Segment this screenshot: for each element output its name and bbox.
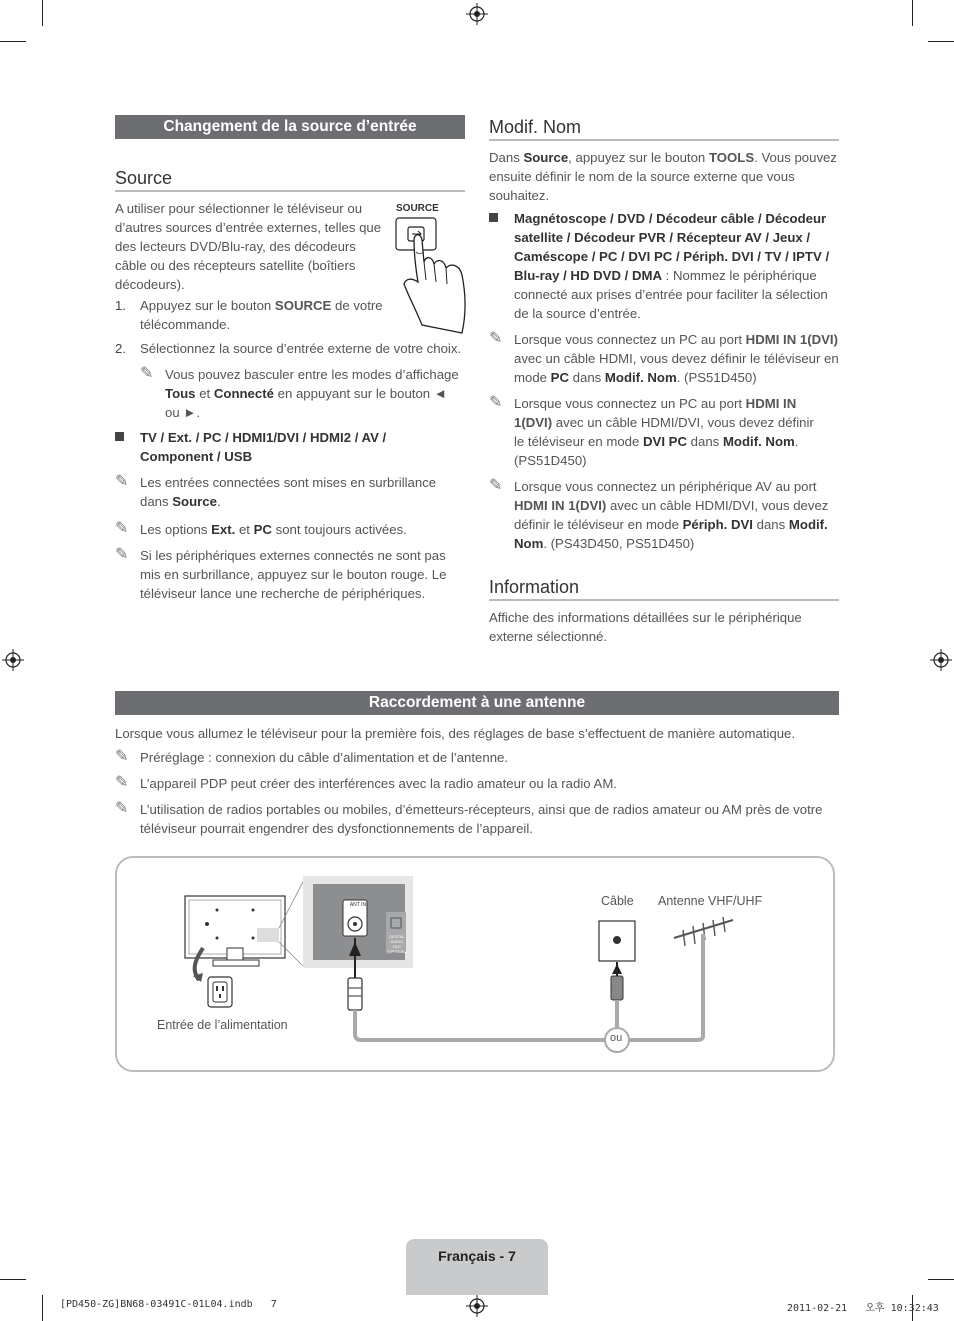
modif-text-a: Dans (489, 150, 524, 165)
crop-mark (928, 1279, 954, 1280)
file-info: [PD450-ZG]BN68-03491C-01L04.indb 7 (60, 1299, 277, 1310)
note-mode-button: en appuyant sur le bouton ◄ (273, 386, 447, 401)
note-red-button (115, 546, 465, 603)
crop-mark (0, 41, 26, 42)
note1-end: . (216, 494, 221, 509)
note-icon: ✎ (115, 748, 129, 765)
antenna-diagram (115, 856, 835, 1072)
note-av-e: dans (752, 517, 789, 532)
antenna-note-1 (115, 748, 839, 767)
step-1-text-end: de votre télécommande. (140, 298, 383, 332)
note-av-dvi (489, 477, 839, 553)
note-mode-text: Vous pouvez basculer entre les modes d’affichage (165, 367, 459, 382)
note-options (115, 520, 465, 539)
ant-in-label: ANT IN (349, 902, 367, 908)
or-label: ou (610, 1032, 623, 1044)
crop-mark (0, 1279, 26, 1280)
note-av-a: Lorsque vous connectez un périphérique AV au port (514, 479, 817, 494)
note-icon: ✎ (115, 546, 129, 563)
step-2-number: 2. (115, 341, 126, 356)
registration-mark-icon (2, 649, 24, 671)
note-display-mode (140, 365, 465, 422)
step-1-text: Appuyez sur le bouton (140, 298, 275, 313)
note-icon: ✎ (140, 365, 154, 382)
note-pc-a: Lorsque vous connectez un PC au port (514, 332, 746, 347)
note-icon: ✎ (115, 473, 129, 490)
page-label: Français - 7 (438, 1248, 516, 1264)
note-mode-end: ou ►. (165, 405, 201, 420)
bullet-square-icon (489, 213, 498, 222)
devices-desc: : Nommez le périphérique connecté aux prises d’entrée pour faciliter la sélection de la source d’entrée. (514, 268, 828, 321)
note-icon: ✎ (489, 330, 503, 347)
step-1 (115, 296, 385, 334)
note-pc-mode: PC (550, 370, 569, 385)
note-pc-dvi (489, 394, 839, 470)
digital-audio-label: DIGITAL AUDIO OUT (OPTICAL) (387, 934, 407, 954)
note2-text: Les options (140, 522, 212, 537)
note2-ext: Ext. (211, 522, 236, 537)
modif-text-c: , appuyez sur le bouton (568, 150, 709, 165)
connection-illustration (115, 856, 835, 1072)
note-pc-g: . (PS51D450) (676, 370, 757, 385)
note-pc-port: HDMI IN 1(DVI) (745, 332, 838, 347)
crop-mark (42, 1295, 43, 1321)
note-highlighted (115, 473, 465, 511)
bullet-devices (489, 209, 839, 323)
note-pc-menu: Modif. Nom (604, 370, 677, 385)
note3-text: Si les périphériques externes connectés ne sont pas mis en surbrillance, appuyez sur le bouton rouge. Le téléviseur lance une recherche de périphériques. (140, 548, 447, 601)
modif-text-e: . Vous pouvez ensuite définir le nom de la source externe que vous souhaitez. (489, 150, 837, 203)
crop-mark (912, 0, 913, 26)
antenna-intro: Lorsque vous allumez le téléviseur pour la première fois, des réglages de base s’effectuent de manière automatique. (115, 726, 796, 741)
note-mode-et: et (195, 386, 214, 401)
page-tab (406, 1239, 548, 1295)
note-dvi-g: . (PS51D450) (514, 434, 799, 468)
antenna-note2-text: L’appareil PDP peut créer des interférences avec la radio amateur ou la radio AM. (140, 776, 617, 791)
section-bar-antenna: Raccordement à une antenne (115, 691, 839, 715)
information-text: Affiche des informations détaillées sur le périphérique externe sélectionné. (489, 610, 802, 644)
note-dvi-port: HDMI IN 1(DVI) (514, 396, 797, 430)
date-info: 2011-02-21 오후 10:32:43 (787, 1303, 939, 1314)
note1-source: Source (172, 494, 217, 509)
note-icon: ✎ (489, 394, 503, 411)
antenna-note3-text: L’utilisation de radios portables ou mobiles, d’émetteurs-récepteurs, ainsi que de radios amateur ou AM près de votre téléviseur pourrait engendrer des dysfonctionnements de l’appareil. (140, 802, 823, 836)
note-dvi-a: Lorsque vous connectez un PC au port (514, 396, 746, 411)
crop-mark (42, 0, 43, 26)
note2-pc: PC (253, 522, 272, 537)
modif-source: Source (523, 150, 569, 165)
registration-mark-icon (466, 1295, 488, 1317)
note-dvi-menu: Modif. Nom (722, 434, 795, 449)
modif-nom-intro (489, 148, 839, 205)
note-pc-c: avec un câble HDMI, vous devez définir le téléviseur en mode (514, 351, 839, 385)
bullet-sources (115, 428, 465, 466)
note1-text: Les entrées connectées sont mises en surbrillance dans (140, 475, 437, 509)
step-1-number: 1. (115, 298, 126, 313)
note-av-port: HDMI IN 1(DVI) (514, 498, 607, 513)
registration-mark-icon (466, 3, 488, 25)
note2-end: sont toujours activées. (271, 522, 407, 537)
section-bar-source: Changement de la source d’entrée (115, 115, 465, 139)
remote-source-illustration (392, 200, 472, 335)
source-heading: Source (115, 168, 465, 192)
devices-list: Magnétoscope / DVD / Décodeur câble / Décodeur satellite / Décodeur PVR / Récepteur AV / Jeux / Caméscope / PC / DVI PC / Périph. DVI / TV / IPTV / Blu-ray / HD DVD / DMA (514, 211, 830, 283)
note-pc-hdmi (489, 330, 841, 387)
power-input-label: Entrée de l’alimentation (157, 1018, 288, 1032)
note-dvi-mode: DVI PC (643, 434, 687, 449)
antenna-note-3 (115, 800, 839, 838)
note-dvi-c: avec un câble HDMI/DVI, vous devez définir le téléviseur en mode (514, 415, 814, 449)
mode-connecte: Connecté (213, 386, 274, 401)
step-2 (115, 339, 465, 358)
note-icon: ✎ (115, 800, 129, 817)
note-icon: ✎ (489, 477, 503, 494)
mode-tous: Tous (165, 386, 196, 401)
note-av-g: . (PS43D450, PS51D450) (543, 536, 695, 551)
source-key: SOURCE (274, 298, 332, 313)
note2-et: et (235, 522, 254, 537)
step-2-text: Sélectionnez la source d’entrée externe de votre choix. (140, 341, 462, 356)
note-pc-e: dans (568, 370, 605, 385)
tools-key: TOOLS (708, 150, 755, 165)
note-av-mode: Périph. DVI (682, 517, 753, 532)
remote-source-label: SOURCE (396, 203, 439, 214)
hand-press-icon (392, 200, 472, 335)
note-av-c: avec un câble HDMI/DVI, vous devez définir le téléviseur en mode (514, 498, 829, 532)
information-heading: Information (489, 577, 839, 601)
note-av-menu: Modif. Nom (514, 517, 828, 551)
sources-list: TV / Ext. / PC / HDMI1/DVI / HDMI2 / AV / Component / USB (140, 430, 387, 464)
modif-nom-heading: Modif. Nom (489, 117, 839, 141)
antenna-note1-text: Préréglage : connexion du câble d’alimentation et de l’antenne. (140, 750, 509, 765)
note-dvi-e: dans (687, 434, 723, 449)
note-icon: ✎ (115, 774, 129, 791)
source-intro: A utiliser pour sélectionner le téléviseur ou d’autres sources d’entrée externes, telles que des lecteurs DVD/Blu-ray, des décodeurs câble ou des récepteurs satellite (boîtiers décodeurs). (115, 201, 382, 292)
antenna-note-2 (115, 774, 839, 793)
crop-mark (928, 41, 954, 42)
cable-label: Câble (601, 894, 634, 908)
note-icon: ✎ (115, 520, 129, 537)
vhf-uhf-label: Antenne VHF/UHF (658, 894, 763, 908)
bullet-square-icon (115, 432, 124, 441)
registration-mark-icon (930, 649, 952, 671)
